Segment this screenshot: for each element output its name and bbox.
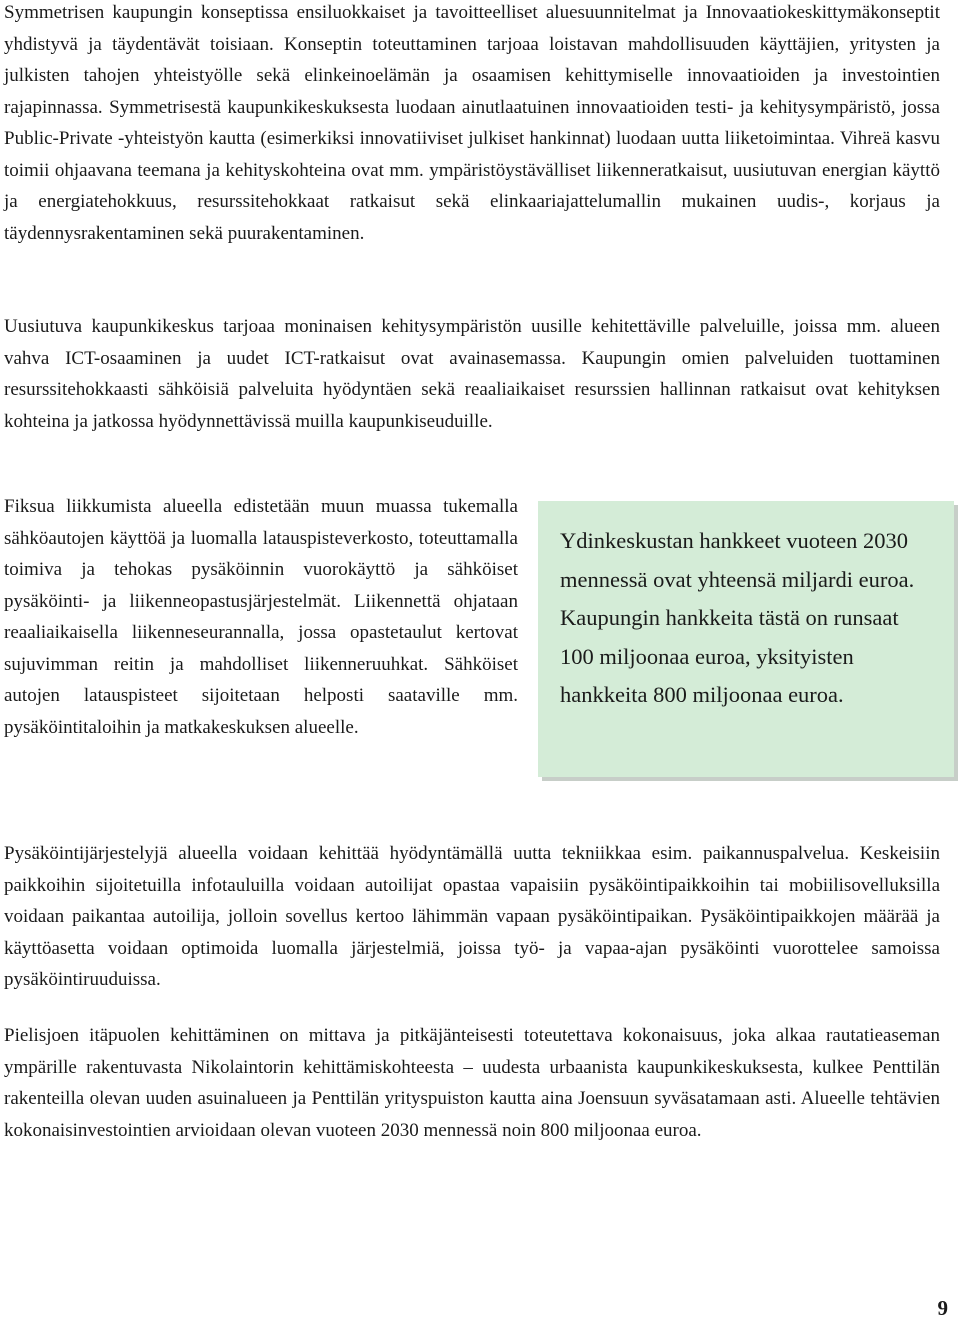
page-number: 9 xyxy=(937,1296,948,1320)
paragraph-parking-arrangements: Pysäköintijärjestelyjä alueella voidaan kehittää hyödyntämällä uutta tekniikkaa esim. paikannuspalvelua. Keskeisiin paikkoihin sijoitetuilla infotauluilla voidaan autoilijat opastaa vapaisiin pysäköintipaikkoihin tai mobiilisovelluksilla voidaan paikantaa autoilija, jolloin sovellus kertoo lähimmän vapaan pysäköintipaikan. Pysäköintipaikkojen määrää ja käyttöasetta voidaan optimoida luomalla järjestelmiä, joissa työ- ja vapaa-ajan pysäköinti vuorottelee samoissa pysäköintiruuduissa. xyxy=(4,843,940,990)
investment-callout-text: Ydinkeskustan hankkeet vuoteen 2030 mennessä ovat yhteensä miljardi euroa. Kaupungin hankkeita tästä on runsaat 100 miljoonaa euroa, yksityisten hankkeita 800 miljoonaa euroa. xyxy=(560,528,915,707)
paragraph-pielisjoki-development: Pielisjoen itäpuolen kehittäminen on mittava ja pitkäjänteisesti toteutettava kokonaisuus, joka alkaa rautatieaseman ympärille rakentuvasta Nikolaintorin kehittämiskohteesta – uudesta urbaanista kaupunkikeskuksesta, kulkee Penttilän rakenteilla olevan uuden asuinalueen ja Penttilän yrityspuiston kautta aina Joensuun syväsatamaan asti. Alueelle tehtävien kokonaisinvestointien arvioidaan olevan vuoteen 2030 mennessä noin 800 miljoonaa euroa. xyxy=(4,1025,940,1141)
paragraph-symmetric-city: Symmetrisen kaupungin konseptissa ensiluokkaiset ja tavoitteelliset aluesuunnitelmat ja Innovaatiokeskittymäkonseptit yhdistyvä ja täydentävät toisiaan. Konseptin toteuttaminen tarjoaa loistavan mahdollisuuden käyttäjien, yritysten ja julkisten tahojen yhteistyölle sekä elinkeinoelämän ja osaamisen kehittymiselle innovaatioiden ja investointien rajapinnassa. Symmetrisestä kaupunkikeskuksesta luodaan ainutlaatuinen innovaatioiden testi- ja kehitysympäristö, jossa Public-Private -yhteistyön kautta (esimerkiksi innovatiiviset julkiset hankinnat) luodaan uutta liiketoimintaa. Vihreä kasvu toimii ohjaavana teemana ja kehityskohteina ovat mm. ympäristöystävälliset liikenneratkaisut, uusiutuvan energian käyttö ja energiatehokkuus, resurssitehokkaat ratkaisut sekä elinkaariajattelumallin mukainen uudis-, korjaus ja täydennysrakentaminen sekä puurakentaminen. xyxy=(4,2,940,244)
paragraph-smart-mobility: Fiksua liikkumista alueella edistetään muun muassa tukemalla sähköautojen käyttöä ja luomalla latauspisteverkosto, toteuttamalla toimiva ja tehokas pysäköinnin vuorokäyttö ja sähköiset pysäköinti- ja liikenneopastusjärjestelmät. Liikennettä ohjataan reaaliaikaisella liikenneseurannalla, jossa opastetaulut kertovat sujuvimman reitin ja mahdolliset liikenneruuhkat. Sähköiset autojen latauspisteet sijoitetaan helposti saataville mm. pysäköintitaloihin ja matkakeskuksen alueelle. xyxy=(4,496,518,738)
paragraph-renewing-city-center: Uusiutuva kaupunkikeskus tarjoaa moninaisen kehitysympäristön uusille kehitettäville palveluille, joissa mm. alueen vahva ICT-osaaminen ja uudet ICT-ratkaisut ovat avainasemassa. Kaupungin omien palveluiden tuottaminen resurssitehokkaasti sähköisiä palveluita hyödyntäen sekä reaaliaikaiset resurssien hallinnan ratkaisut ovat kehityksen kohteina ja jatkossa hyödynnettävissä muilla kaupunkiseuduille. xyxy=(4,316,940,432)
investment-callout-box xyxy=(538,501,954,777)
